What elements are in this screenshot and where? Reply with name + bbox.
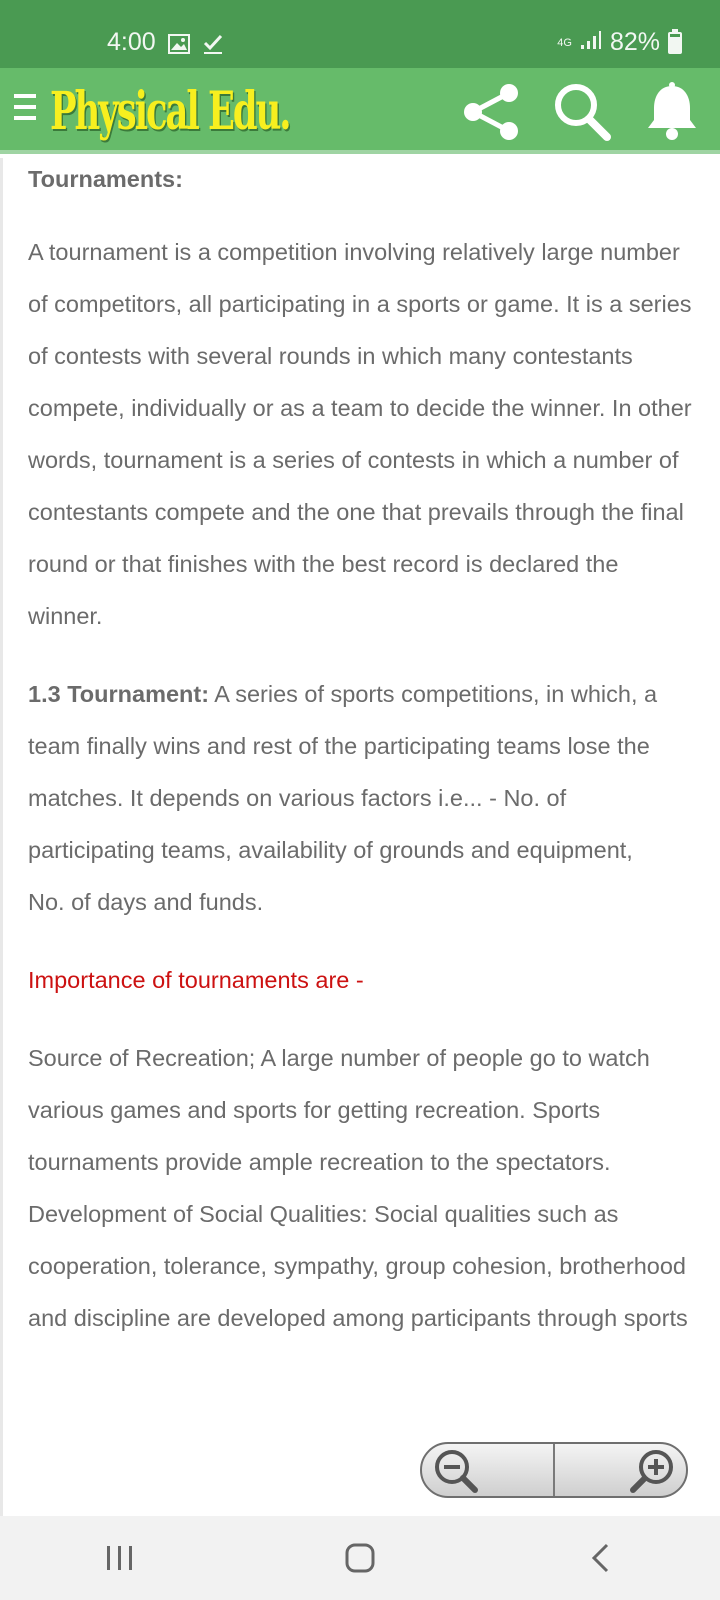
paragraph-2-line-2: No. of days and funds. bbox=[28, 889, 264, 915]
system-nav-bar bbox=[0, 1516, 720, 1600]
signal-icon bbox=[580, 28, 602, 57]
search-icon bbox=[551, 81, 613, 143]
zoom-in-button[interactable] bbox=[555, 1444, 686, 1496]
app-bar bbox=[0, 68, 720, 154]
paragraph-2-bold-lead: 1.3 Tournament: bbox=[28, 681, 210, 707]
menu-icon[interactable] bbox=[14, 94, 36, 126]
article-paragraph-1: A tournament is a competition involving relatively large number of competitors, all participating in a sports or game. It is a series of contests with several rounds in which many contestants compete, individually or as a team to decide the winner. In other words, tournament is a series of contests in which a number of contestants compete and the one that prevails through the final round or that finishes with the best record is declared the winner. bbox=[28, 239, 692, 629]
article-paragraph-2 bbox=[28, 668, 692, 928]
importance-heading: Importance of tournaments are - bbox=[28, 967, 364, 993]
status-right bbox=[557, 28, 682, 57]
recent-apps-icon bbox=[105, 1544, 135, 1572]
zoom-control bbox=[420, 1442, 688, 1498]
recent-apps-button[interactable] bbox=[80, 1528, 160, 1588]
check-icon bbox=[202, 33, 224, 60]
gallery-icon bbox=[168, 34, 190, 59]
share-button[interactable] bbox=[460, 80, 524, 144]
network-type: 4G bbox=[557, 36, 572, 49]
zoom-in-icon bbox=[630, 1447, 676, 1493]
battery-percent: 82% bbox=[609, 28, 660, 56]
battery-fill bbox=[670, 37, 680, 52]
paragraph-2-text: A series of sports competitions, in which, a team finally wins and rest of the participating teams lose the matches. It depends on various factors i.e... - No. of participating teams, availability of grounds and equipment, bbox=[28, 681, 658, 863]
back-icon bbox=[589, 1543, 611, 1573]
zoom-out-icon bbox=[432, 1447, 478, 1493]
zoom-out-button[interactable] bbox=[422, 1444, 553, 1496]
app-actions bbox=[460, 80, 704, 144]
search-button[interactable] bbox=[550, 80, 614, 144]
share-icon bbox=[461, 81, 523, 143]
home-button[interactable] bbox=[320, 1528, 400, 1588]
home-icon bbox=[345, 1543, 375, 1573]
status-notification-icons bbox=[168, 33, 224, 60]
app-title: Physical Edu. bbox=[50, 81, 290, 142]
article-content[interactable] bbox=[0, 158, 720, 1516]
bell-icon bbox=[644, 82, 700, 142]
article-paragraph-3: Source of Recreation; A large number of people go to watch various games and sports for getting recreation. Sports tournaments provide ample recreation to the spectators. Development of Social Qualities: Social qualities such as cooperation, tolerance, sympathy, group cohesion, brotherhood and discipline are developed among participants through sports bbox=[28, 1045, 688, 1331]
status-time: 4:00 bbox=[107, 28, 156, 56]
back-button[interactable] bbox=[560, 1528, 640, 1588]
status-bar bbox=[0, 0, 720, 68]
notifications-button[interactable] bbox=[640, 80, 704, 144]
article-heading: Tournaments: bbox=[28, 166, 183, 192]
battery-icon bbox=[668, 32, 682, 54]
